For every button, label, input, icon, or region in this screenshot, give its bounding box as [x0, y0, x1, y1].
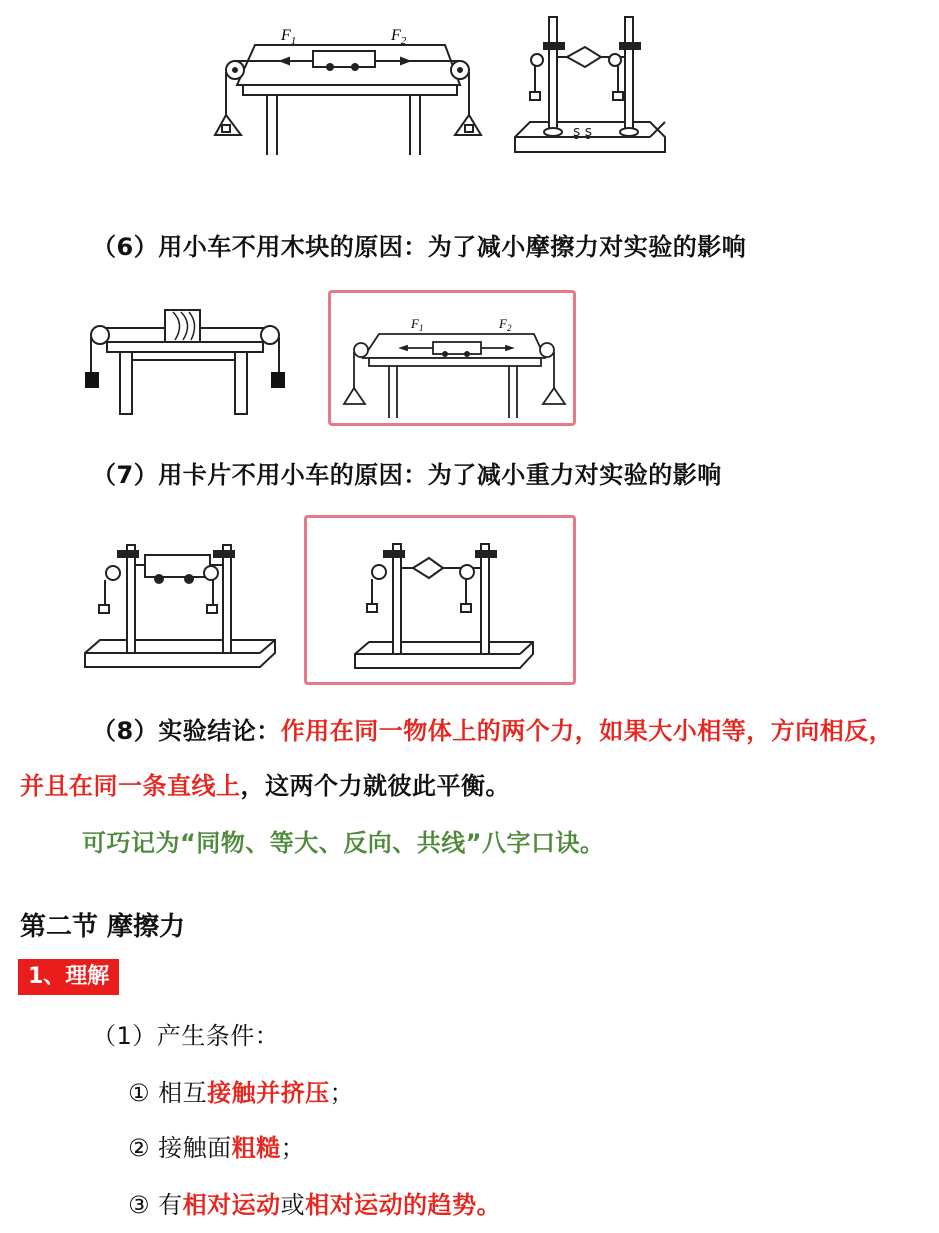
item-7	[92, 458, 722, 492]
condition-1-num: ①	[128, 1079, 151, 1107]
condition-2-end: ；	[280, 1134, 306, 1162]
section-tag: 1、理解	[18, 959, 119, 995]
condition-2-num: ②	[128, 1134, 151, 1162]
table-cart-figure-top	[215, 15, 480, 160]
mnemonic: 可巧记为“同物、等大、反向、共线”八字口诀。	[82, 829, 605, 857]
item-8-line-2	[20, 769, 510, 803]
item-7-text: 用卡片不用小车的原因：为了减小重力对实验的影响	[158, 461, 722, 489]
item-8-red-1: 作用在同一物体上的两个力，如果大小相等，方向相反，	[280, 717, 894, 745]
condition-2-plain: 接触面	[158, 1134, 232, 1162]
highlight-frame-card	[304, 515, 576, 685]
force-label-f2: $F_2$	[391, 27, 407, 47]
condition-3-plain: 有	[158, 1191, 183, 1219]
svg-text:F1: $F_1$	[411, 316, 424, 333]
condition-1	[128, 1076, 354, 1110]
item-8-tail: ，这两个力就彼此平衡。	[240, 772, 510, 800]
stand-cart-figure	[85, 535, 275, 675]
table-wood-block-figure	[85, 300, 285, 420]
condition-3-end: 。	[476, 1191, 502, 1219]
condition-1-end: ；	[329, 1079, 355, 1107]
item-8-line-1	[92, 714, 893, 748]
condition-1-plain: 相互	[158, 1079, 208, 1107]
svg-text:F2: $F_2$	[499, 316, 512, 333]
condition-title: （1）产生条件：	[92, 1022, 280, 1050]
condition-3-mid: 或	[280, 1191, 306, 1219]
table-cart-figure	[349, 308, 559, 420]
highlight-frame-cart	[328, 290, 576, 426]
condition-3-num: ③	[128, 1191, 151, 1219]
item-7-prefix: （7）	[92, 461, 159, 489]
condition-3-red: 相对运动	[182, 1191, 281, 1219]
condition-2	[128, 1131, 305, 1165]
condition-1-red: 接触并挤压	[207, 1079, 330, 1107]
item-8-prefix: （8）	[92, 717, 159, 745]
item-6-prefix: （6）	[92, 233, 159, 261]
item-6	[92, 230, 746, 264]
section-title: 第二节 摩擦力	[20, 912, 186, 942]
item-8-red-2: 并且在同一条直线上	[20, 772, 241, 800]
force-label-f1: $F_1$	[281, 27, 297, 47]
stand-card-figure	[355, 536, 535, 676]
condition-2-red: 粗糙	[231, 1134, 281, 1162]
item-8-label: 实验结论：	[158, 717, 281, 745]
condition-3-red-2: 相对运动的趋势	[305, 1191, 477, 1219]
svg-text:ʂ ʂ: ʂ ʂ	[573, 124, 593, 140]
stand-card-figure-top	[515, 12, 670, 160]
condition-3	[128, 1188, 501, 1222]
item-6-text: 用小车不用木块的原因：为了减小摩擦力对实验的影响	[158, 233, 747, 261]
